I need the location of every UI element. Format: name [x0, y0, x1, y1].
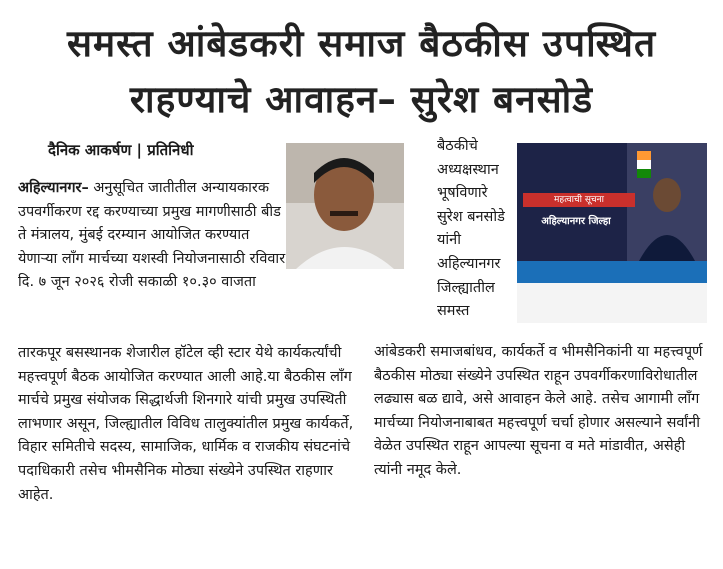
article-text-left-top: अनुसूचित जातीतील अन्यायकारक उपवर्गीकरण रद्द करण्याच्या प्रमुख मागणीसाठी बीड ते मंत्रालय, मुंबई दरम्यान आयोजित करण्यात येणाऱ्या लाँग मार्चच्या यशस्वी नियोजनासाठी रविवार दि. ७ जून २०२६ रोजी सकाळी १०.३० वाजता: [18, 180, 286, 291]
article-column-right-narrow: बैठकीचे अध्यक्षस्थान भूषविणारे सुरेश बनसोडे यांनी अहिल्यानगर जिल्ह्यातील समस्त: [437, 138, 505, 320]
poster-info-strip: [517, 261, 707, 283]
article-column-right-wide: आंबेडकरी समाजबांधव, कार्यकर्ते व भीमसैनिकांनी या महत्त्वपूर्ण बैठकीस मोठ्या संख्येने उपस्थित राहून उपवर्गीकरणाविरोधातील लढ्यास बळ द्यावे, असे आवाहन केले आहे. तसेच आगामी लाँग मार्चच्या नियोजनाबाबत महत्त्वपूर्ण चर्चा होणार असल्याने सर्वांनी वेळेत उपस्थित राहून आपल्या सूचना व मते मांडावीत, असेही त्यांनी नमूद केले.: [374, 344, 703, 478]
event-poster-image: [517, 143, 707, 323]
dateline-place: अहिल्यानगर–: [18, 180, 89, 196]
headline-line-1: समस्त आंबेडकरी समाज बैठकीस उपस्थित: [66, 22, 657, 65]
article-column-left-bottom: तारकपूर बसस्थानक शेजारील हॉटेल व्ही स्टार येथे कार्यकर्त्यांची महत्त्वपूर्ण बैठक आयोजित करण्यात आली आहे.या बैठकीस लाँग मार्चचे प्रमुख संयोजक सिद्धार्थजी शिनगारे यांची प्रमुख उपस्थिती लाभणार असून, जिल्ह्यातील विविध तालुक्यांतील प्रमुख कार्यकर्ते, विहार समितीचे सदस्य, सामाजिक, धार्मिक व राजकीय संघटनांचे पदाधिकारी तसेच भीमसैनिक मोठ्या संख्येने उपस्थित राहणार आहेत.: [18, 345, 354, 503]
poster-title: महत्वाची सूचना: [523, 193, 635, 207]
byline: दैनिक आकर्षण | प्रतिनिधी: [48, 141, 194, 159]
article-column-left-top: [18, 177, 286, 295]
poster-footer: [517, 283, 707, 323]
poster-district: अहिल्यानगर जिल्हा: [541, 216, 611, 227]
headline-line-2: राहण्याचे आवाहन– सुरेश बनसोडे: [129, 78, 594, 121]
portrait-photo: [286, 143, 404, 269]
